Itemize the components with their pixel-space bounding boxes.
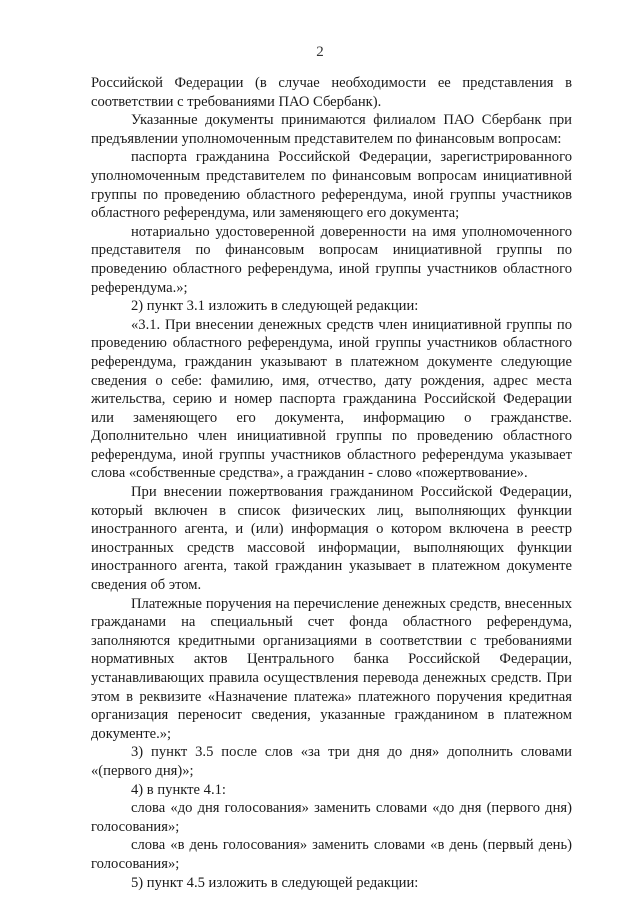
paragraph: Российской Федерации (в случае необходимости ее представления в соответствии с требованиями ПАО Сбербанк). [91,75,572,110]
paragraph: 5) пункт 4.5 изложить в следующей редакции: [131,874,419,891]
paragraph: паспорта гражданина Российской Федерации, зарегистрированного уполномоченным представителем по финансовым вопросам инициативной группы по проведению областного референдума, иной группы участников областного референдума, или заменяющего его документа; [91,149,572,222]
paragraph: слова «в день голосования» заменить словами «в день (первый день) голосования»; [91,837,572,872]
paragraph: 2) пункт 3.1 изложить в следующей редакции: [131,298,419,315]
paragraph: нотариально удостоверенной доверенности на имя уполномоченного представителя по финансовым вопросам инициативной группы по проведению областного референдума, иной группы участников областного референдума.»; [91,223,572,296]
paragraph: Платежные поручения на перечисление денежных средств, внесенных гражданами на специальный счет фонда областного референдума, заполняются кредитными организациями в соответствии с требованиями нормативных актов Центрального банка Российской Федерации, устанавливающих правила осуществления перевода денежных средств. При этом в реквизите «Назначение платежа» платежного поручения кредитная организация переносит сведения, указанные гражданином в платежном документе.»; [91,595,572,742]
document-body [91,74,572,892]
paragraph: 3) пункт 3.5 после слов «за три дня до дня» дополнить словами «(первого дня)»; [91,744,572,779]
paragraph: слова «до дня голосования» заменить словами «до дня (первого дня) голосования»; [91,800,572,835]
page-number: 2 [316,44,324,60]
paragraph: При внесении пожертвования гражданином Российской Федерации, который включен в список физических лиц, выполняющих функции иностранного агента, и (или) информация о котором включена в реестр иностранных средств массовой информации, выполняющих функции иностранного агента, такой гражданин указывает в платежном документе сведения об этом. [91,484,572,594]
paragraph: Указанные документы принимаются филиалом ПАО Сбербанк при предъявлении уполномоченным представителем по финансовым вопросам: [91,112,572,147]
paragraph: 4) в пункте 4.1: [131,781,226,798]
paragraph: «3.1. При внесении денежных средств член инициативной группы по проведению областного референдума, иной группы участников областного референдума, гражданин указывают в платежном документе следующие сведения о себе: фамилию, имя, отчество, дату рождения, адрес места жительства, серию и номер паспорта гражданина Российской Федерации или заменяющего его документа, информацию о гражданстве. Дополнительно член инициативной группы по проведению областного референдума, иной группы участников областного референдума указывает слова «собственные средства», а гражданин - слово «пожертвование». [91,316,572,482]
